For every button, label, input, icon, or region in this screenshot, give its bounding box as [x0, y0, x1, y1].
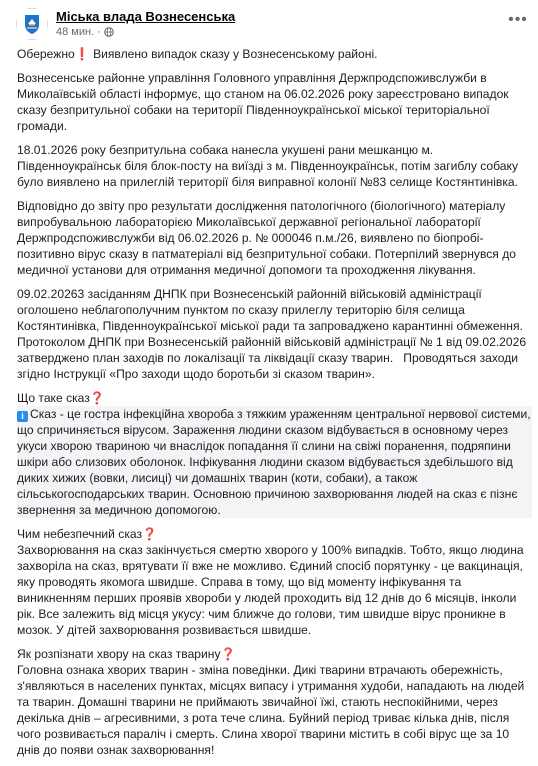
- red-question-icon: ❓: [89, 391, 105, 405]
- intro-text: Виявлено випадок сказу у Вознесенському районі.: [89, 47, 378, 61]
- post-header: [0, 0, 538, 44]
- section-title: Чим небезпечний сказ: [17, 527, 143, 541]
- post-timestamp[interactable]: 48 мин.: [56, 26, 95, 38]
- post-paragraph-incident: 18.01.2026 року безпритульна собака нанесла укушені рани мешканцю м. Південноукраїнськ біля блок-посту на виїзді з м. Південноукраїнськ, потім загиблу собаку було виявлено на прилеглій території біля виправної колонії №83 селище Костянтинівка.: [17, 143, 522, 189]
- intro-warning-word: Обережно: [17, 47, 75, 61]
- section-body: Захворювання на сказ закінчується смертю хворого у 100% випадків. Тобто, якщо людина захворіла на сказ, врятувати її вже не можливо. Єдиний спосіб порятунку - це вакцинація, яку проводять якомога швидше. Справа в тому, що від моменту інфікування та виникненням перших проявів хвороби у людей проходить від 12 днів до 6 місяців, інколи рік. Все залежить від місця укусу: чим ближче до голови, тим швидше вірус проникне в мозок. У дітей захворювання розвивається швидше.: [17, 543, 528, 637]
- post-paragraph-intro: [17, 46, 532, 62]
- red-question-icon: ❓: [142, 527, 157, 541]
- more-options-icon: •••: [508, 11, 528, 28]
- section-body: [17, 406, 532, 518]
- page-name-link[interactable]: Міська влада Вознесенська: [56, 9, 236, 24]
- red-exclamation-icon: ❗: [74, 47, 90, 61]
- section-what-is-rabies: [17, 390, 532, 406]
- globe-icon[interactable]: [104, 27, 114, 37]
- meta-separator: ·: [97, 26, 101, 38]
- red-question-icon: ❓: [220, 647, 236, 661]
- section-recognize: [17, 646, 532, 662]
- post-paragraph-lab-result: Відповідно до звіту про результати дослідження патологічного (біологічного) матеріалу випробувальною лабораторією Миколаївської державної регіональної лабораторії Держпродспоживслужби від 06.02.2026 р. № 000046 п.м./26, виявлено по біопробі-позитивно вірус сказу в патматеріалі від безпритульної собаки. Потерпілий звернувся до медичної установи для отримання медичної допомоги та проходження лікування.: [17, 199, 520, 277]
- city-coat-of-arms-icon: [17, 9, 47, 39]
- section-title: Що таке сказ: [17, 391, 90, 405]
- section-body-text: Сказ - це гостра інфекційна хвороба з тяжким ураженням центральної нервової системи, що спричиняється вірусом. Зараження людини сказом відбувається в основному через укуси хворою твариною чи внаслідок попадання її слини на свіжі поранення, подряпини шкіри або слизових оболонок. Інфікування людини сказом відбувається здебільшого від диких хижих (вовки, лисиці) чи домашніх тварин (коти, собаки), а також сільськогосподарських тварин. Основною причиною захворювання людей на сказ є пізнє звернення за медичною допомогою.: [17, 407, 534, 517]
- post-text: [17, 46, 532, 766]
- more-options-button[interactable]: [506, 8, 530, 32]
- post-paragraph-quarantine: 09.02.20263 засіданням ДНПК при Вознесенській районній військовій адміністрації оголошено неблагополучним пунктом по сказу прилеглу територію біля селища Костянтинівка, Південноукраїнської міської ради та запроваджено карантинні обмеження. Протоколом ДНПК при Вознесенській районній військовій адміністрації № 1 від 09.02.2026 затверджено план заходів по локалізації та ліквідації сказу тварин. Проводяться заходи згідно Інструкції «Про заходи щодо боротьби зі сказом тварин».: [17, 287, 530, 381]
- post-paragraph-registration: Вознесенське районне управління Головного управління Держпродспоживслужби в Миколаївській області інформує, що станом на 06.02.2026 року зареєстровано випадок сказу безпритульної собаки на території Південноукраїнської міської територіальної громади.: [17, 71, 512, 133]
- section-title: Як розпізнати хвору на сказ тварину: [17, 647, 221, 661]
- info-icon: i: [17, 411, 28, 422]
- post-meta: [56, 26, 114, 38]
- section-body: Головна ознака хворих тварин - зміна поведінки. Дикі тварини втрачають обережність, з'являються в населених пунктах, місцях випасу і утримання худоби, нападають на людей та тварин. Домашні тварини не приймають звичайної їжі, стають неспокійними, через декілька днів – агресивними, з рота тече слина. Буйний період триває кілька днів, після чого розвивається параліч і смерть. Слина хворої тварини містить в собі вірус ще за 10 днів до появи ознак захворювання!: [17, 663, 528, 757]
- page-avatar[interactable]: [16, 8, 48, 40]
- section-danger: [17, 526, 532, 542]
